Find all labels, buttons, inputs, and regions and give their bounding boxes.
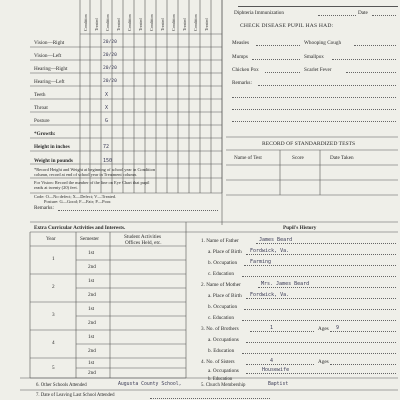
extra-col-activities-2: Offices Held, etc. — [125, 240, 162, 246]
col-header-condition-2: Condition — [105, 14, 110, 31]
brothers-ages-line — [330, 331, 396, 332]
brothers-label: 3. No. of Brothers — [201, 326, 239, 332]
brothers-line — [250, 331, 314, 332]
mother-birth-value: Fordwick, Va. — [250, 292, 290, 298]
measles-label: Measles — [232, 40, 249, 46]
mark-hearing-right: 20/20 — [103, 66, 117, 71]
other-schools-label: 6. Other Schools Attended — [36, 383, 87, 388]
extra-y4-sem-2: 2nd — [88, 348, 96, 354]
mark-teeth: X — [105, 92, 109, 98]
col-header-treated-4: Treated — [160, 18, 165, 31]
mother-occ-label: b. Occupation — [208, 304, 238, 310]
health-remarks-line — [58, 210, 218, 211]
mother-edu-line — [242, 320, 396, 321]
mother-edu-label: c. Education — [208, 315, 234, 321]
scarlet-fever-label: Scarlet Fever — [304, 67, 332, 73]
extra-y5-sem-2: 2nd — [88, 370, 96, 376]
row-label-weight: Weight in pounds — [34, 158, 73, 164]
health-note-6: Posture: G—Good; F—Fair; P—Poor. — [44, 199, 112, 204]
diphtheria-label: Diphteria Immunization — [234, 10, 284, 16]
extra-y3-sem-1: 1st — [88, 306, 95, 312]
extra-col-activities-1: Student Activities — [124, 234, 162, 240]
mother-line — [258, 287, 396, 288]
std-col-name: Name of Test — [234, 155, 262, 161]
mother-value: Mrs. James Beard — [261, 281, 310, 287]
extra-y1-sem-1: 1st — [88, 250, 95, 256]
extra-year-5: 5 — [52, 365, 55, 371]
sisters-occ-line — [246, 373, 396, 374]
brothers-ages-label: Ages — [318, 326, 329, 332]
extra-y5-sem-1: 1st — [88, 360, 95, 366]
disease-remarks-label: Remarks: — [232, 80, 252, 86]
mark-throat: X — [105, 105, 109, 111]
father-edu-label: c. Education — [208, 271, 234, 277]
diphtheria-date-label: Date — [358, 10, 368, 16]
mother-occ-line — [244, 309, 396, 310]
father-occ-value: Farming — [250, 259, 272, 265]
date-leaving-line — [150, 398, 270, 399]
mark-weight: 150 — [103, 158, 113, 164]
extra-col-semester: Semester — [80, 236, 100, 242]
father-birth-label: a. Place of Birth — [208, 249, 242, 255]
sisters-ages-label: Ages — [318, 359, 329, 365]
extra-year-1: 1 — [52, 256, 55, 262]
sisters-edu-label: b. Education — [208, 377, 233, 382]
smallpox-label: Smallpox — [304, 54, 324, 60]
health-note-5: Code: O—No defect; X—Defect; V—Treated. — [34, 194, 117, 199]
extra-y2-sem-2: 2nd — [88, 292, 96, 298]
extra-year-2: 2 — [52, 284, 55, 290]
extra-year-4: 4 — [52, 340, 55, 346]
health-note-3: For Vision: Record the number of the line on Eye Chart that pupil — [34, 180, 150, 185]
health-note-2: column, record at end of school year in Treatment column. — [34, 172, 138, 177]
mumps-label: Mumps — [232, 54, 248, 60]
sisters-label: 4. No. of Sisters — [201, 359, 235, 365]
col-header-treated-2: Treated — [116, 18, 121, 31]
church-value: Baptist — [268, 382, 289, 387]
row-label-vision-right: Vision—Right — [34, 40, 65, 46]
mother-label: 2. Name of Mother — [201, 282, 241, 288]
health-remarks-label: Remarks: — [34, 205, 54, 211]
col-header-treated-5: Treated — [182, 18, 187, 31]
col-header-condition-3: Condition — [127, 14, 132, 31]
std-tests-heading: RECORD OF STANDARDIZED TESTS — [262, 141, 356, 147]
extra-y4-sem-1: 1st — [88, 334, 95, 340]
brothers-edu-line — [242, 353, 396, 354]
whooping-cough-label: Whooping Cough — [304, 40, 342, 46]
sisters-line — [246, 364, 314, 365]
row-label-teeth: Teeth — [34, 92, 46, 98]
father-birth-value: Fordwick, Va. — [250, 248, 290, 254]
col-header-treated-3: Treated — [138, 18, 143, 31]
sisters-value: 4 — [270, 358, 274, 364]
row-label-posture: Posture — [34, 118, 50, 124]
sisters-ages-line — [330, 364, 396, 365]
row-label-hearing-right: Hearing—Right — [34, 66, 68, 72]
extra-y3-sem-2: 2nd — [88, 320, 96, 326]
col-header-treated-1: Treated — [94, 18, 99, 31]
brothers-edu-label: b. Education — [208, 348, 235, 354]
mother-birth-line — [246, 298, 396, 299]
brothers-ages-value: 9 — [336, 325, 340, 331]
row-label-hearing-left: Hearing—Left — [34, 79, 65, 85]
sisters-occ-value: Housewife — [262, 367, 290, 373]
std-col-score: Score — [292, 155, 304, 161]
father-occ-label: b. Occupation — [208, 260, 238, 266]
brothers-value: 1 — [270, 325, 274, 331]
std-col-date: Date Taken — [330, 155, 354, 161]
church-label: 5. Church Membership — [201, 383, 246, 388]
history-heading: Pupil's History — [283, 225, 317, 231]
mark-posture: G — [105, 118, 109, 124]
col-header-condition-1: Condition — [83, 14, 88, 31]
father-value: James Beard — [259, 237, 293, 243]
father-line — [256, 243, 396, 244]
col-header-condition-4: Condition — [149, 14, 154, 31]
mark-height: 72 — [103, 144, 110, 150]
mother-birth-label: a. Place of Birth — [208, 293, 242, 299]
row-label-growth: *Growth: — [34, 131, 56, 137]
extra-col-year: Year — [46, 236, 56, 242]
sisters-occ-label: a. Occupations — [208, 368, 239, 374]
father-edu-line — [242, 276, 396, 277]
health-note-1: *Record Height and Weight at beginning of school year in Condition — [34, 167, 156, 172]
extra-y1-sem-2: 2nd — [88, 264, 96, 270]
brothers-occ-line — [246, 342, 396, 343]
check-disease-heading: CHECK DISEASE PUPIL HAS HAD: — [240, 23, 334, 29]
mark-vision-right: 20/20 — [103, 40, 117, 45]
mark-vision-left: 20/20 — [103, 53, 117, 58]
chicken-pox-label: Chicken Pox — [232, 67, 259, 73]
father-birth-line — [246, 254, 396, 255]
extra-y2-sem-1: 1st — [88, 278, 95, 284]
row-label-throat: Throat — [34, 105, 48, 111]
mark-hearing-left: 20/20 — [103, 79, 117, 84]
health-note-4: reads at twenty (20) feet. — [34, 185, 78, 190]
extra-heading: Extra Curricular Activities and Interests. — [34, 225, 126, 231]
col-header-condition-5: Condition — [171, 14, 176, 31]
row-label-height: Height in inches — [34, 144, 70, 150]
col-header-condition-6: Condition — [193, 14, 198, 31]
date-leaving-label: 7. Date of Leaving Last School Attended — [36, 393, 115, 398]
other-schools-value: Augusta County School, — [118, 382, 182, 387]
father-label: 1. Name of Father — [201, 238, 239, 244]
row-label-vision-left: Vision—Left — [34, 53, 62, 59]
father-occ-line — [244, 265, 396, 266]
extra-year-3: 3 — [52, 312, 55, 318]
brothers-occ-label: a. Occupations — [208, 337, 239, 343]
col-header-treated-6: Treated — [204, 18, 209, 31]
